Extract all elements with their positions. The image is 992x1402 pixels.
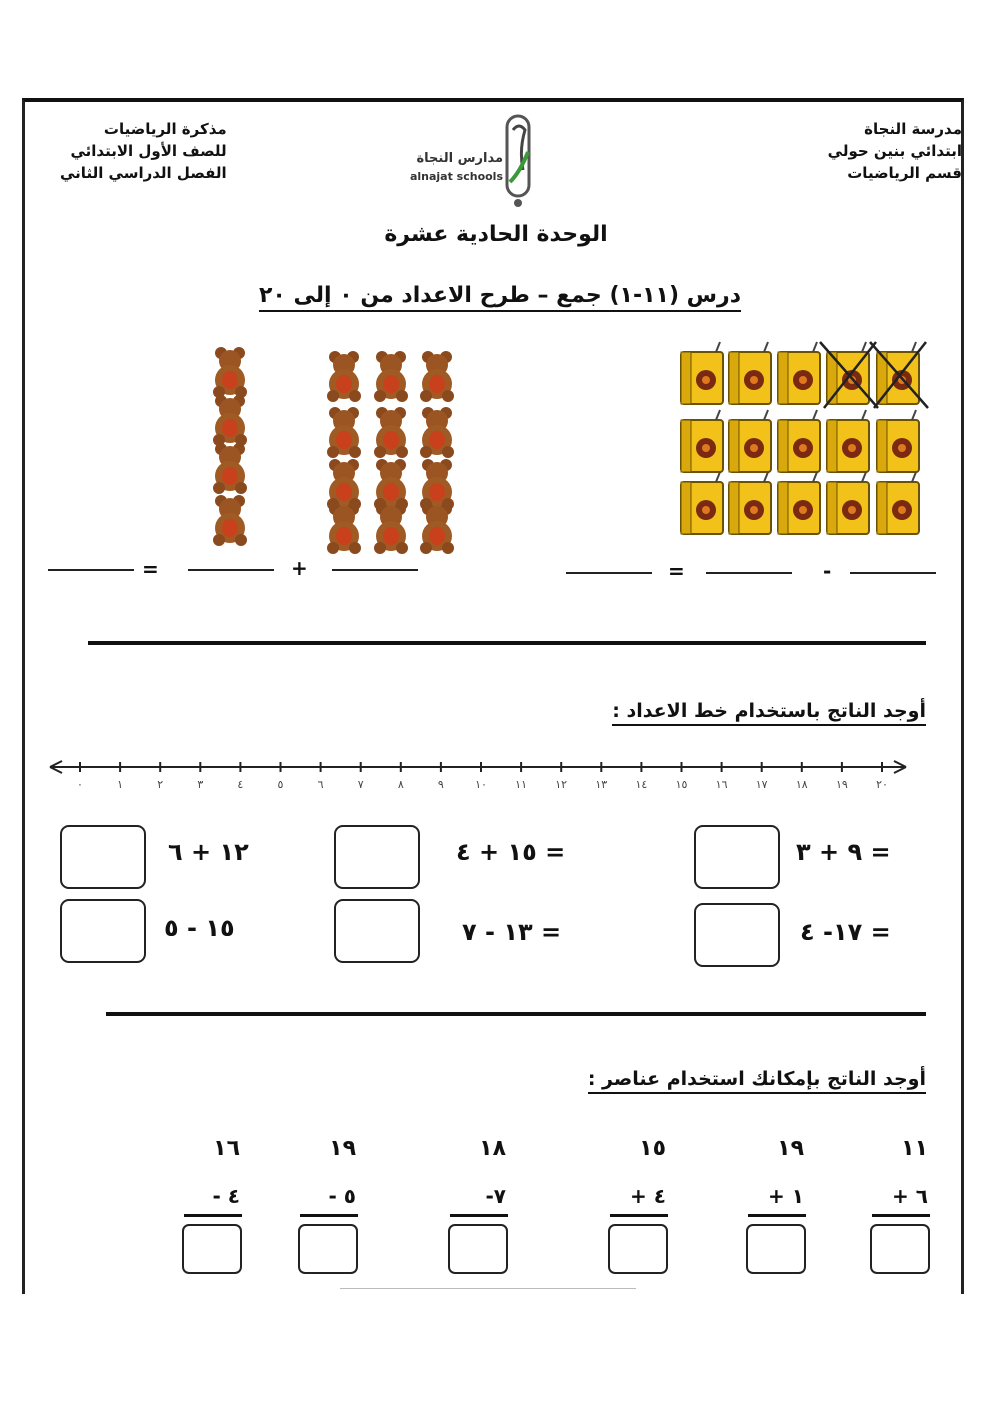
page-bottom-rule xyxy=(340,1288,636,1289)
answer-box[interactable] xyxy=(608,1224,668,1274)
answer-box[interactable] xyxy=(694,903,780,967)
juice-box-icon xyxy=(681,472,723,534)
juice-box-icon xyxy=(729,342,771,404)
bear-icon xyxy=(374,407,408,458)
juice-box-icon xyxy=(877,410,919,472)
bear-icon xyxy=(327,407,361,458)
answer-blank[interactable] xyxy=(566,572,652,574)
answer-box[interactable] xyxy=(182,1224,242,1274)
answer-box[interactable] xyxy=(870,1224,930,1274)
answer-box[interactable] xyxy=(334,825,420,889)
answer-box[interactable] xyxy=(334,899,420,963)
exercise-expression: ١٧- ٤ = xyxy=(800,918,891,946)
juice-box-icon xyxy=(877,472,919,534)
exercise-expression: ١٥ - ٥ xyxy=(164,914,235,942)
exercise-expression: ٩ + ٣ = xyxy=(796,838,891,866)
juice-box-icon xyxy=(681,342,723,404)
bear-icon xyxy=(213,395,247,446)
section-divider xyxy=(88,641,926,645)
number-line-label: ٠ xyxy=(77,778,83,791)
school-name: مدرسة النجاة xyxy=(864,120,962,138)
answer-blank[interactable] xyxy=(188,569,274,571)
lesson-title-text: درس (١١-١) جمع – طرح الاعداد من ٠ إلى ٢٠ xyxy=(259,283,741,312)
bear-icon xyxy=(213,443,247,494)
number-line-label: ١٩ xyxy=(835,778,848,791)
school-info xyxy=(828,118,962,184)
semester-label: الفصل الدراسي الثاني xyxy=(60,164,227,182)
juice-box-icon xyxy=(778,410,820,472)
bear-icon xyxy=(327,503,361,554)
number-line-label: ٧ xyxy=(357,778,364,791)
school-branch: ابتدائي بنين حولي xyxy=(827,142,962,160)
problem-underline xyxy=(748,1214,806,1217)
answer-box[interactable] xyxy=(60,899,146,963)
unit-title: الوحدة الحادية عشرة xyxy=(384,222,608,247)
answer-blank[interactable] xyxy=(706,572,792,574)
number-line-label: ٨ xyxy=(397,778,404,791)
problem-top-number: ١٨ xyxy=(479,1136,506,1161)
number-line-label: ١٠ xyxy=(475,778,487,791)
bear-icon xyxy=(420,459,454,510)
answer-blank[interactable] xyxy=(48,569,134,571)
logo-arabic: مدارس النجاة xyxy=(416,151,503,166)
answer-box[interactable] xyxy=(448,1224,508,1274)
number-line-labels xyxy=(40,778,920,794)
logo-english: alnajat schools xyxy=(409,170,503,183)
juice-box-icon xyxy=(778,472,820,534)
bears-group-large xyxy=(327,351,454,554)
problem-top-number: ١٥ xyxy=(639,1136,666,1161)
exercise-expression: ١٢ + ٦ xyxy=(168,838,249,866)
section2-title-text: أوجد الناتج بإمكانك استخدام عناصر : xyxy=(588,1068,926,1094)
equals-sign: = xyxy=(668,559,685,583)
answer-box[interactable] xyxy=(694,825,780,889)
lesson-title xyxy=(220,283,780,308)
bear-icon xyxy=(327,351,361,402)
problem-operation: + ١ xyxy=(768,1184,804,1208)
problem-operation: - ٥ xyxy=(328,1184,356,1208)
problem-underline xyxy=(610,1214,668,1217)
juice-box-icon xyxy=(827,472,869,534)
juice-box-icon xyxy=(827,410,869,472)
problem-operation: + ٦ xyxy=(892,1184,928,1208)
section2-title xyxy=(588,1068,926,1090)
number-line-label: ٥ xyxy=(277,778,284,791)
problem-underline xyxy=(184,1214,242,1217)
bear-icon xyxy=(374,503,408,554)
juice-boxes-group xyxy=(681,342,928,534)
answer-box[interactable] xyxy=(298,1224,358,1274)
worksheet-border xyxy=(22,98,964,1294)
course-info xyxy=(60,118,227,184)
section1-title xyxy=(612,700,926,722)
number-line-label: ١٤ xyxy=(635,778,648,791)
number-line-label: ٣ xyxy=(197,778,204,791)
problem-top-number: ١١ xyxy=(901,1136,928,1161)
grade-label: للصف الأول الابتدائي xyxy=(70,142,227,160)
answer-blank[interactable] xyxy=(850,572,936,574)
number-line-label: ١٣ xyxy=(595,778,608,791)
problem-underline xyxy=(300,1214,358,1217)
number-line-label: ١٢ xyxy=(555,778,568,791)
department: قسم الرياضيات xyxy=(847,164,962,182)
problem-underline xyxy=(450,1214,508,1217)
problem-top-number: ١٩ xyxy=(329,1136,356,1161)
number-line-label: ١٥ xyxy=(675,778,688,791)
answer-blank[interactable] xyxy=(332,569,418,571)
bear-icon xyxy=(420,503,454,554)
problem-top-number: ١٦ xyxy=(213,1136,240,1161)
number-line-label: ٢٠ xyxy=(876,778,888,791)
juice-box-icon xyxy=(729,410,771,472)
problem-top-number: ١٩ xyxy=(777,1136,804,1161)
problem-operation: + ٤ xyxy=(630,1184,666,1208)
juice-box-icon xyxy=(778,342,820,404)
bear-icon xyxy=(374,351,408,402)
section-divider xyxy=(106,1012,926,1016)
exercise-expression: ١٣ - ٧ = xyxy=(462,918,562,946)
bear-icon xyxy=(327,459,361,510)
number-line-label: ١٨ xyxy=(795,778,808,791)
bear-icon xyxy=(213,347,247,398)
bear-icon xyxy=(420,351,454,402)
bear-icon xyxy=(213,495,247,546)
plus-sign: + xyxy=(291,556,308,580)
number-line-label: ١١ xyxy=(515,778,527,791)
number-line-label: ٤ xyxy=(237,778,244,791)
bears-group-small xyxy=(213,347,247,546)
number-line-label: ٦ xyxy=(317,778,324,791)
answer-box[interactable] xyxy=(746,1224,806,1274)
juice-box-icon xyxy=(729,472,771,534)
problem-operation: -٧ xyxy=(485,1184,506,1208)
number-line-label: ١ xyxy=(117,778,124,791)
school-logo xyxy=(395,110,535,210)
bear-icon xyxy=(420,407,454,458)
minus-sign: - xyxy=(823,559,832,583)
number-line-label: ١٧ xyxy=(755,778,768,791)
notes-title: مذكرة الرياضيات xyxy=(103,120,227,138)
problem-underline xyxy=(872,1214,930,1217)
exercise-expression: ١٥ + ٤ = xyxy=(456,838,566,866)
picture-problems xyxy=(0,330,992,570)
number-line-label: ٢ xyxy=(157,778,164,791)
problem-operation: - ٤ xyxy=(212,1184,240,1208)
answer-box[interactable] xyxy=(60,825,146,889)
number-line-label: ١٦ xyxy=(715,778,728,791)
section1-title-text: أوجد الناتج باستخدام خط الاعداد : xyxy=(612,700,926,726)
bear-icon xyxy=(374,459,408,510)
juice-box-icon xyxy=(681,410,723,472)
number-line-label: ٩ xyxy=(437,778,444,791)
equals-sign: = xyxy=(142,557,159,581)
